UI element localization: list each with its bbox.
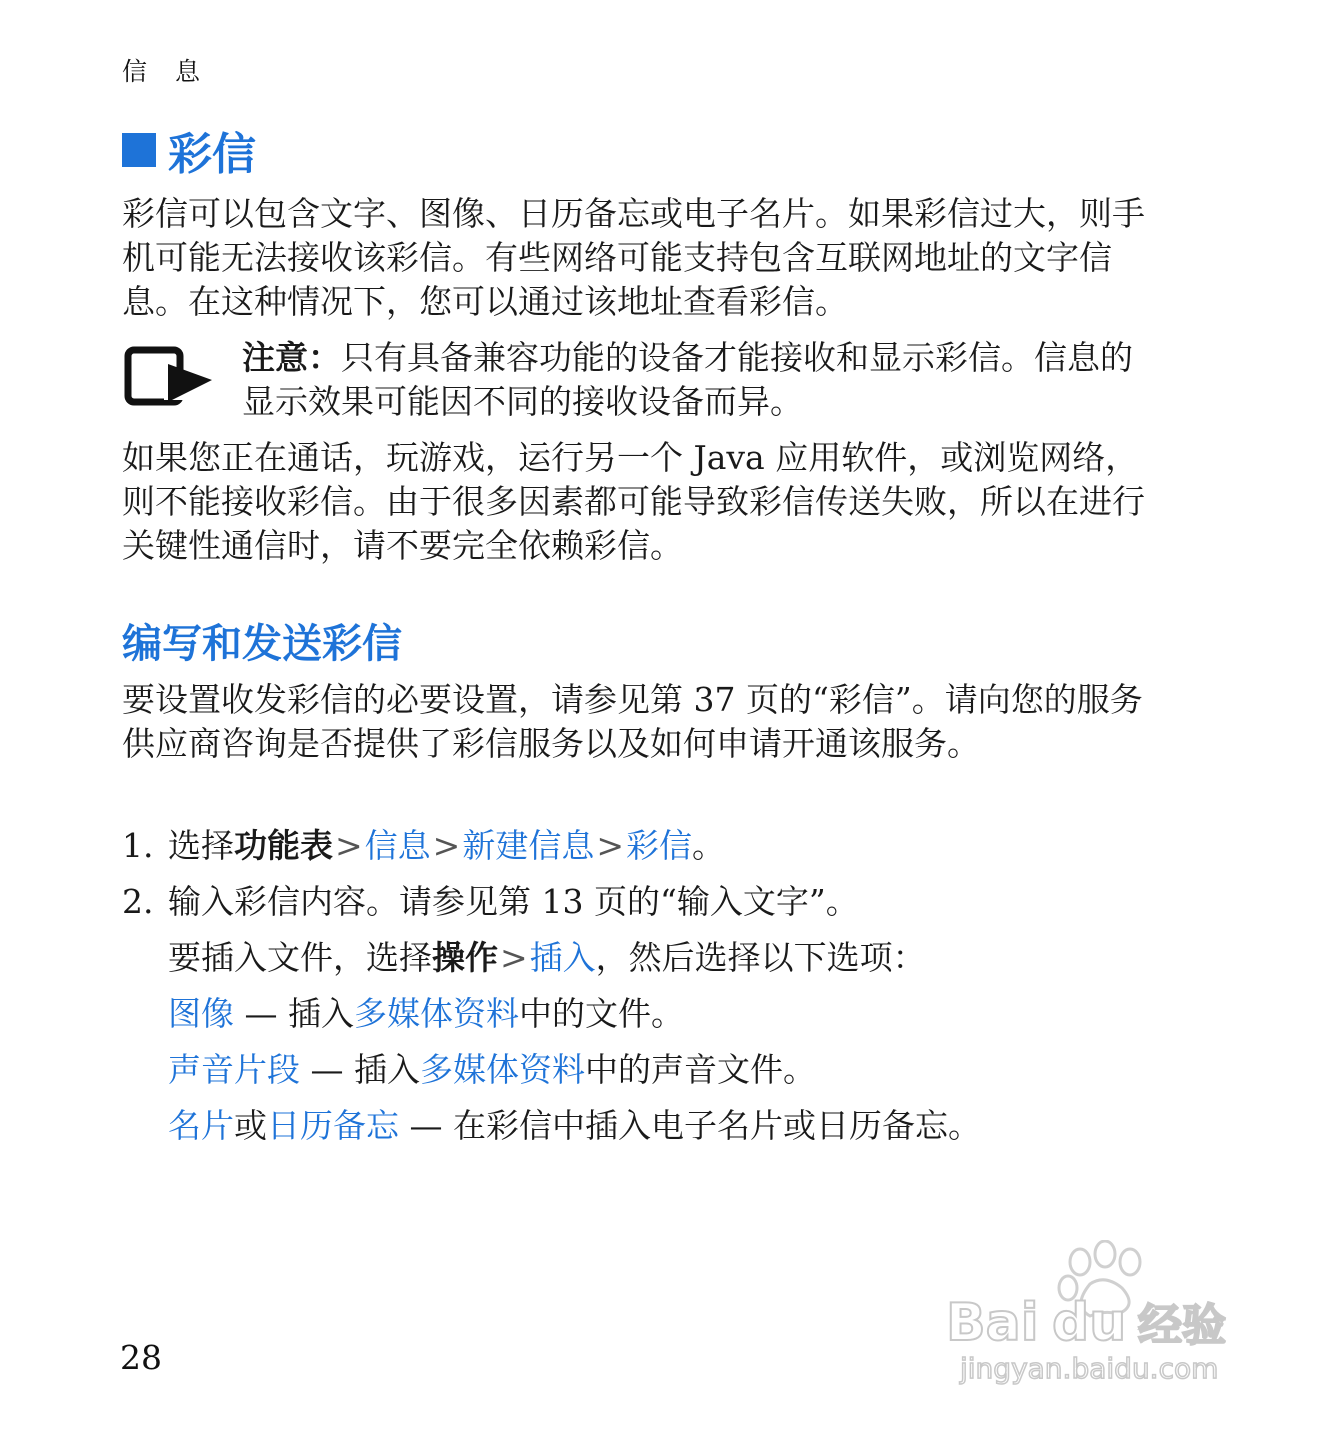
option-sound-gallery[interactable]: 多媒体资料 (419, 1050, 585, 1089)
svg-text:Bai: Bai (946, 1293, 1039, 1353)
menu-item-messages[interactable]: 信息 (364, 826, 431, 865)
option-card-calendar (168, 1104, 981, 1148)
menu-label: 功能表 (234, 826, 333, 865)
step-1-prefix: 选择 (168, 826, 234, 865)
step-1-sep-1: > (335, 826, 363, 865)
step-2 (122, 880, 859, 924)
option-card-rest: — 在彩信中插入电子名片或日历备忘。 (399, 1106, 981, 1145)
option-image-dash: — 插入 (234, 994, 354, 1033)
intro-paragraph: 彩信可以包含文字、图像、日历备忘或电子名片。如果彩信过大，则手机可能无法接收该彩信。有些网络可能支持包含互联网地址的文字信息。在这种情况下，您可以通过该地址查看彩信。 (122, 194, 1145, 321)
section-title (122, 118, 256, 182)
option-sound-name[interactable]: 声音片段 (168, 1050, 300, 1089)
call-paragraph: 如果您正在通话，玩游戏，运行另一个 Java 应用软件，或浏览网络，则不能接收彩信。由于很多因素都可能导致彩信传送失败，所以在进行关键性通信时，请不要完全依赖彩信。 (122, 438, 1145, 565)
compose-intro: 要设置收发彩信的必要设置，请参见第 37 页的“彩信”。请向您的服务供应商咨询是否提供了彩信服务以及如何申请开通该服务。 (122, 680, 1143, 763)
option-calendar-note[interactable]: 日历备忘 (267, 1106, 399, 1145)
option-image-name[interactable]: 图像 (168, 994, 234, 1033)
option-image-gallery[interactable]: 多媒体资料 (353, 994, 519, 1033)
step-2-text: 输入彩信内容。请参见第 13 页的“输入文字”。 (168, 882, 859, 921)
section-square-icon (122, 133, 156, 167)
svg-text:du: du (1052, 1293, 1127, 1353)
option-image-rest: 中的文件。 (518, 994, 684, 1033)
note-text (242, 336, 1152, 424)
svg-text:经验: 经验 (1138, 1300, 1226, 1351)
menu-item-new-message[interactable]: 新建信息 (462, 826, 595, 865)
insert-prefix: 要插入文件，选择 (168, 938, 432, 977)
option-sound-rest: 中的声音文件。 (584, 1050, 816, 1089)
step-2-number: 2. (122, 882, 154, 921)
step-1-sep-3: > (596, 826, 624, 865)
note-icon (124, 346, 216, 406)
svg-text:jingyan.baidu.com: jingyan.baidu.com (960, 1352, 1219, 1385)
section-title-text: 彩信 (168, 129, 256, 180)
note-label: 注意： (242, 338, 341, 377)
step-1-sep-2: > (432, 826, 461, 865)
menu-item-mms[interactable]: 彩信 (625, 826, 692, 865)
step-1-end: 。 (691, 826, 725, 865)
step-1-number: 1. (122, 826, 154, 865)
insert-sep: > (500, 938, 528, 977)
page-number: 28 (120, 1338, 162, 1377)
option-image (168, 992, 684, 1036)
step-1 (122, 824, 725, 868)
option-business-card[interactable]: 名片 (168, 1106, 234, 1145)
insert-suffix: ，然后选择以下选项： (595, 938, 926, 977)
baidu-watermark (940, 1240, 1260, 1390)
insert-instruction (168, 936, 926, 980)
option-or: 或 (234, 1106, 267, 1145)
compose-heading: 编写和发送彩信 (122, 621, 402, 667)
option-sound-dash: — 插入 (300, 1050, 420, 1089)
insert-link[interactable]: 插入 (529, 938, 596, 977)
option-sound (168, 1048, 816, 1092)
running-head: 信 息 (122, 57, 210, 86)
options-label: 操作 (432, 938, 498, 977)
note-body: 只有具备兼容功能的设备才能接收和显示彩信。信息的显示效果可能因不同的接收设备而异。 (242, 338, 1133, 421)
